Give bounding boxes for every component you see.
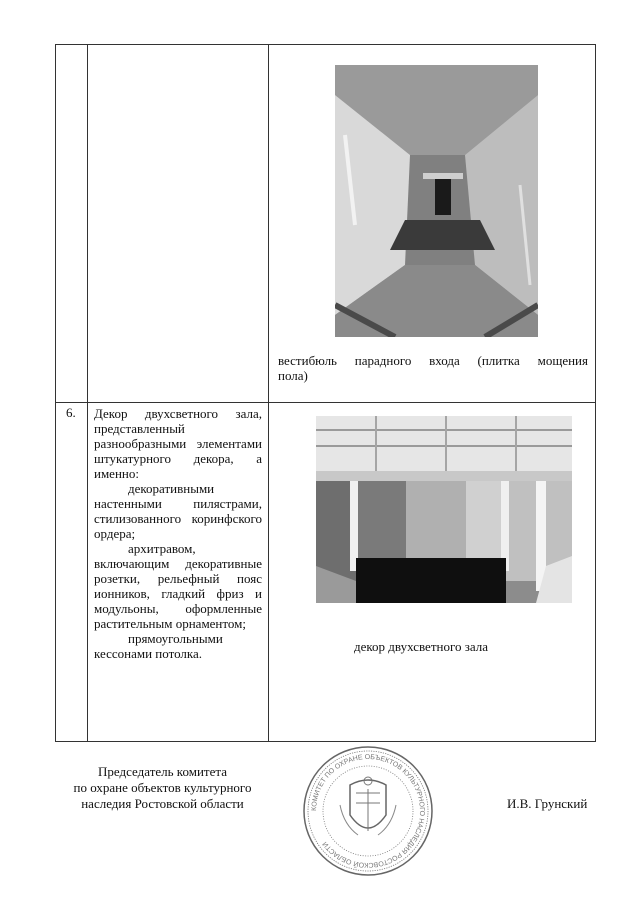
hall-photo-image: [316, 416, 572, 603]
vestibule-photo-image: [335, 65, 538, 337]
signatory-position: [55, 764, 270, 812]
seal-image: [300, 745, 436, 877]
table-left-border: [55, 44, 56, 742]
signatory-name: И.В. Грунский: [507, 796, 588, 811]
description-architrave: архитравом, включающим декоративные розетки, рельефный пояс ионников, гладкий фриз и модульоны, оформленные растительным орнаментом;: [94, 541, 262, 631]
vestibule-photo: [335, 65, 538, 337]
description-pilasters: декоративными настенными пилястрами, стилизованного коринфского ордера;: [94, 481, 262, 541]
position-line3: наследия Ростовской области: [81, 796, 244, 811]
hall-caption: декор двухсветного зала: [354, 639, 488, 654]
table-right-border: [595, 44, 596, 742]
row-divider: [55, 402, 596, 403]
description-intro: Декор двухсветного зала, представленный разнообразными элементами штукатурного декора, а именно:: [94, 406, 262, 481]
hall-photo: [316, 416, 572, 603]
column-divider-2: [268, 44, 269, 742]
official-seal: [300, 745, 436, 877]
description-coffers: прямоугольными кессонами потолка.: [94, 631, 223, 661]
decor-description: [94, 406, 262, 661]
row-number: 6.: [66, 405, 76, 420]
vestibule-caption-line2: пола): [278, 368, 308, 383]
column-divider-1: [87, 44, 88, 742]
vestibule-caption-line1: вестибюль парадного входа (плитка мощения: [278, 353, 588, 368]
table-top-border: [55, 44, 596, 45]
position-line1: Председатель комитета: [98, 764, 227, 779]
position-line2: по охране объектов культурного: [73, 780, 252, 795]
heritage-table: [55, 44, 596, 742]
table-bottom-border: [55, 741, 596, 742]
vestibule-caption: [278, 353, 588, 383]
seal-text: КОМИТЕТ ПО ОХРАНЕ ОБЪЕКТОВ КУЛЬТУРНОГО НАСЛЕДИЯ РОСТОВСКОЙ ОБЛАСТИ: [310, 753, 426, 869]
